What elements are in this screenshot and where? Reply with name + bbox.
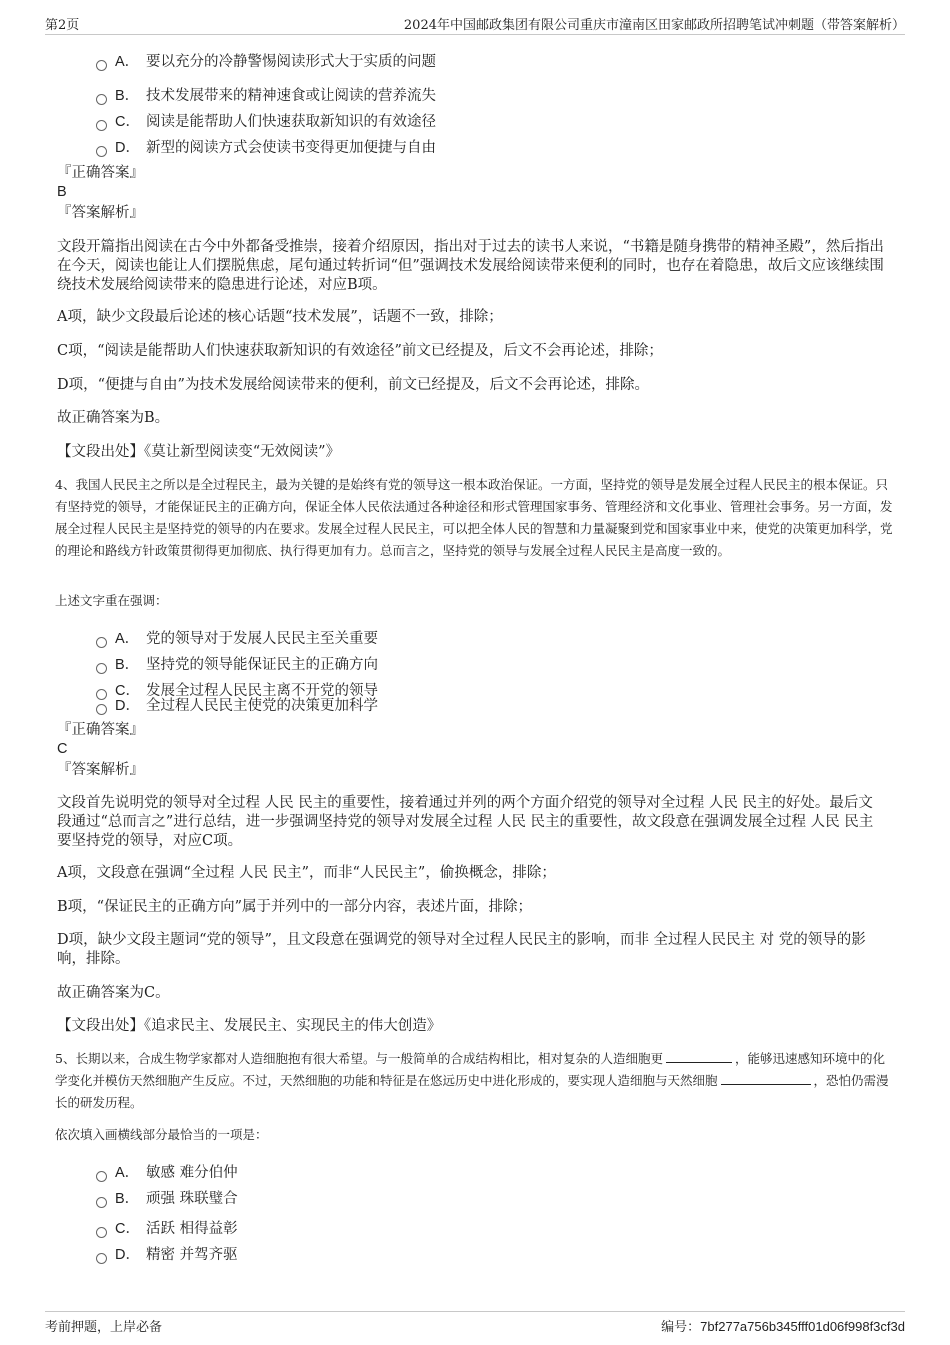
q4-option-d[interactable]: D． 全过程人民民主使党的决策更加科学: [96, 694, 378, 715]
analysis-conclusion: 故正确答案为C。: [57, 985, 170, 1001]
question-stem: 4、我国人民民主之所以是全过程民主，最为关键的是始终有党的领导这一根本政治保证。一方面，坚持党的领导是发展全过程人民民主的根本保证。只有坚持党的领导，才能保证民主的正确方向，保证全体人民依法通过各种途径和形式管理国家事务、管理经济和文化事业、管理社会事务。另一方面，发展全过程人民民主是坚持党的领导的内在要求。发展全过程人民民主，可以把全体人民的智慧和力量凝聚到党和国家事业中来，使党的决策更加科学，党的理论和路线方针政策贯彻得更加彻底、执行得更加有力。总而言之，坚持党的领导与发展全过程人民民主是高度一致的。: [55, 477, 893, 558]
radio-icon[interactable]: [96, 1171, 107, 1182]
radio-icon[interactable]: [96, 1227, 107, 1238]
analysis-paragraph: C项，“阅读是能帮助人们快速获取新知识的有效途径”前文已经提及，后文不会再论述，排除；: [57, 343, 663, 359]
radio-icon[interactable]: [96, 60, 107, 71]
radio-icon[interactable]: [96, 94, 107, 105]
radio-icon[interactable]: [96, 704, 107, 715]
q4-option-b[interactable]: B． 坚持党的领导能保证民主的正确方向: [96, 653, 378, 674]
analysis-paragraph: A项，缺少文段最后论述的核心话题“技术发展”，话题不一致，排除；: [57, 309, 503, 325]
source-citation: 【文段出处】《追求民主、发展民主、实现民主的伟大创造》: [57, 1018, 442, 1034]
answer-label: 『正确答案』: [57, 165, 144, 181]
page-number: 第2页: [45, 18, 80, 33]
q4-option-a[interactable]: A． 党的领导对于发展人民民主至关重要: [96, 627, 378, 648]
q4-option-c[interactable]: C． 发展全过程人民民主离不开党的领导: [96, 679, 378, 700]
document-code: 编号：7bf277a756b345fff01d06f998f3cf3d: [661, 1319, 905, 1334]
q5-option-c[interactable]: C． 活跃 相得益彰: [96, 1217, 238, 1238]
analysis-paragraph: 文段开篇指出阅读在古今中外都备受推崇，接着介绍原因，指出对于过去的读书人来说，“书籍是随身携带的精神圣殿”，然后指出在今天，阅读也能让人们摆脱焦虑，尾句通过转折词“但”强调技术发展给阅读带来便利的同时，也存在着隐患，故后文应该继续围绕技术发展给阅读带来的隐患进行论述，对应B项。: [57, 239, 884, 293]
page-footer: [45, 1311, 905, 1335]
radio-icon[interactable]: [96, 637, 107, 648]
q5-option-b[interactable]: B． 顽强 珠联璧合: [96, 1187, 238, 1208]
q5-option-d[interactable]: D． 精密 并驾齐驱: [96, 1243, 238, 1264]
question-stem: 5、长期以来，合成生物学家都对人造细胞抱有很大希望。与一般简单的合成结构相比，相对复杂的人造细胞更 ，能够迅速感知环境中的化学变化并模仿天然细胞产生反应。不过，天然细胞的功能和特征是在悠远历史中进化形成的，要实现人造细胞与天然细胞 ，恐怕仍需漫长的研发历程。: [55, 1048, 897, 1114]
correct-answer: B: [57, 184, 67, 200]
q5-option-a[interactable]: A． 敏感 难分伯仲: [96, 1161, 238, 1182]
correct-answer: C: [57, 741, 68, 757]
q3-option-b[interactable]: B． 技术发展带来的精神速食或让阅读的营养流失: [96, 84, 436, 105]
source-citation: 【文段出处】《莫让新型阅读变“无效阅读”》: [57, 444, 341, 460]
radio-icon[interactable]: [96, 663, 107, 674]
question-prompt: 上述文字重在强调：: [55, 593, 168, 608]
analysis-label: 『答案解析』: [57, 762, 144, 778]
analysis-paragraph: D项，“便捷与自由”为技术发展给阅读带来的便利，前文已经提及，后文不会再论述，排除。: [57, 377, 649, 393]
analysis-label: 『答案解析』: [57, 205, 144, 221]
radio-icon[interactable]: [96, 1253, 107, 1264]
blank-2[interactable]: [721, 1070, 811, 1085]
answer-label: 『正确答案』: [57, 722, 144, 738]
radio-icon[interactable]: [96, 120, 107, 131]
q3-option-a[interactable]: A． 要以充分的冷静警惕阅读形式大于实质的问题: [96, 50, 436, 71]
footer-slogan: 考前押题，上岸必备: [45, 1320, 163, 1335]
question-prompt: 依次填入画横线部分最恰当的一项是：: [55, 1127, 268, 1142]
document-title: 2024年中国邮政集团有限公司重庆市潼南区田家邮政所招聘笔试冲刺题（带答案解析）: [403, 18, 905, 33]
analysis-paragraph: 文段首先说明党的领导对全过程 人民 民主的重要性，接着通过并列的两个方面介绍党的领导对全过程 人民 民主的好处。最后文段通过“总而言之”进行总结，进一步强调坚持党的领导对发展全过程 人民 民主的重要性，故文段意在强调发展全过程 人民 民主要坚持党的领导，对应C项。: [57, 795, 874, 849]
blank-1[interactable]: [666, 1048, 732, 1063]
radio-icon[interactable]: [96, 146, 107, 157]
analysis-paragraph: D项，缺少文段主题词“党的领导”，且文段意在强调党的领导对全过程人民民主的影响，而非 全过程人民民主 对 党的领导的影响，排除。: [57, 932, 866, 967]
analysis-paragraph: A项，文段意在强调“全过程 人民 民主”，而非“人民民主”，偷换概念，排除；: [57, 865, 556, 881]
analysis-paragraph: B项，“保证民主的正确方向”属于并列中的一部分内容，表述片面，排除；: [57, 899, 532, 915]
q3-option-d[interactable]: D． 新型的阅读方式会使读书变得更加便捷与自由: [96, 136, 436, 157]
radio-icon[interactable]: [96, 1197, 107, 1208]
q3-option-c[interactable]: C． 阅读是能帮助人们快速获取新知识的有效途径: [96, 110, 436, 131]
page-header: [45, 14, 905, 35]
analysis-conclusion: 故正确答案为B。: [57, 410, 170, 426]
